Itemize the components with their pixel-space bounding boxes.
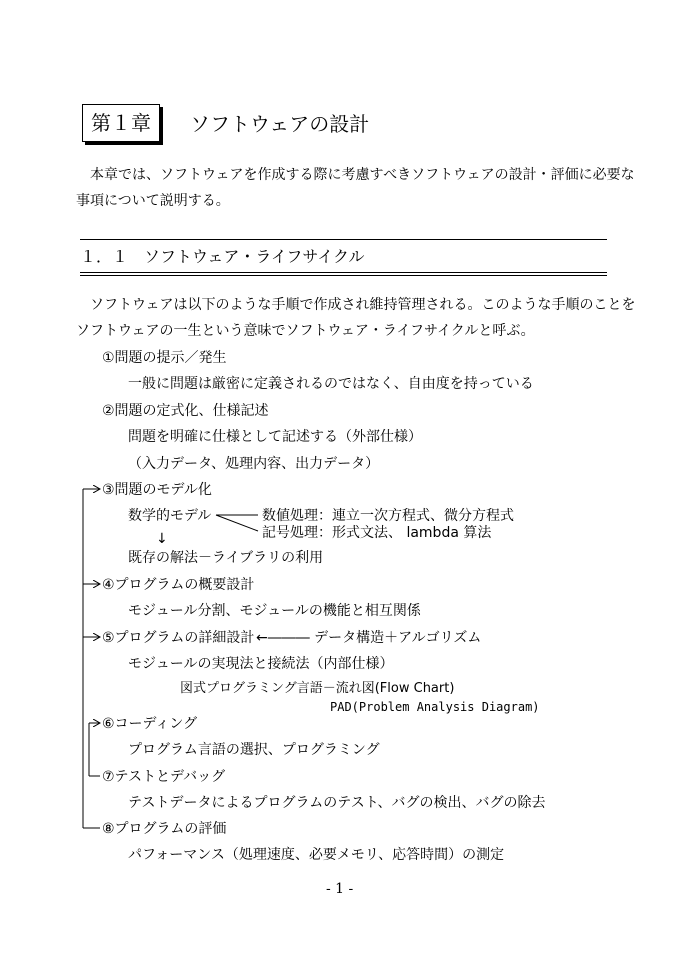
step-7-title: ⑦テストとデバッグ [102,769,226,785]
step-5-lang-2: PAD(Problem Analysis Diagram) [330,700,540,714]
step-5-title: ⑤プログラムの詳細設計 [102,630,255,646]
step-5-lang-1: 図式プログラミング言語－流れ図(Flow Chart) [180,681,455,696]
step-7-desc: テストデータによるプログラムのテスト、バグの検出、バグの除去 [128,795,546,811]
step-6-desc: プログラム言語の選択、プログラミング [128,742,380,758]
step-8-title: ⑧プログラムの評価 [102,821,227,837]
step-3-model: 数学的モデル [128,508,212,524]
step-5-desc: モジュールの実現法と接続法（内部仕様） [128,656,394,672]
step-1-title: ①問題の提示／発生 [102,350,227,366]
page-number: - 1 - [326,881,354,897]
body-line-1: ソフトウェアは以下のような手順で作成され維持管理される。このような手順のことを [90,297,636,313]
step-6-title: ⑥コーディング [102,716,198,732]
body-line-2: ソフトウェアの一生という意味でソフトウェア・ライフサイクルと呼ぶ。 [76,323,535,339]
step-3-existing: 既存の解法－ライブラリの利用 [128,550,324,566]
step-3-symbolic: 記号処理：形式文法、 lambda 算法 [262,525,492,541]
chapter-title: ソフトウェアの設計 [190,112,370,136]
model-branch-lines [216,515,258,531]
chapter-number-box: 第１章 [82,104,160,142]
section-title: １．１ ソフトウェア・ライフサイクル [80,247,365,266]
down-arrow-icon: ↓ [156,531,168,547]
step-5-arrow-note: ←――― データ構造＋アルゴリズム [256,630,482,646]
step-2-title: ②問題の定式化、仕様記述 [102,403,269,419]
step-4-desc: モジュール分割、モジュールの機能と相互関係 [128,603,421,619]
outer-loop-line [83,489,100,828]
inner-loop-line [89,723,100,776]
intro-line-1: 本章では、ソフトウェアを作成する際に考慮すべきソフトウェアの設計・評価に必要な [90,167,635,183]
step-1-desc: 一般に問題は厳密に定義されるのではなく、自由度を持っている [128,376,534,392]
intro-line-2: 事項について説明する。 [76,193,230,209]
step-4-title: ④プログラムの概要設計 [102,577,255,593]
step-2-desc-2: （入力データ、処理内容、出力データ） [128,456,380,472]
step-2-desc: 問題を明確に仕様として記述する（外部仕様） [128,429,422,445]
step-8-desc: パフォーマンス（処理速度、必要メモリ、応答時間）の測定 [128,847,505,863]
step-3-numeric: 数値処理：連立一次方程式、微分方程式 [262,508,514,524]
step-3-title: ③問題のモデル化 [102,482,212,498]
